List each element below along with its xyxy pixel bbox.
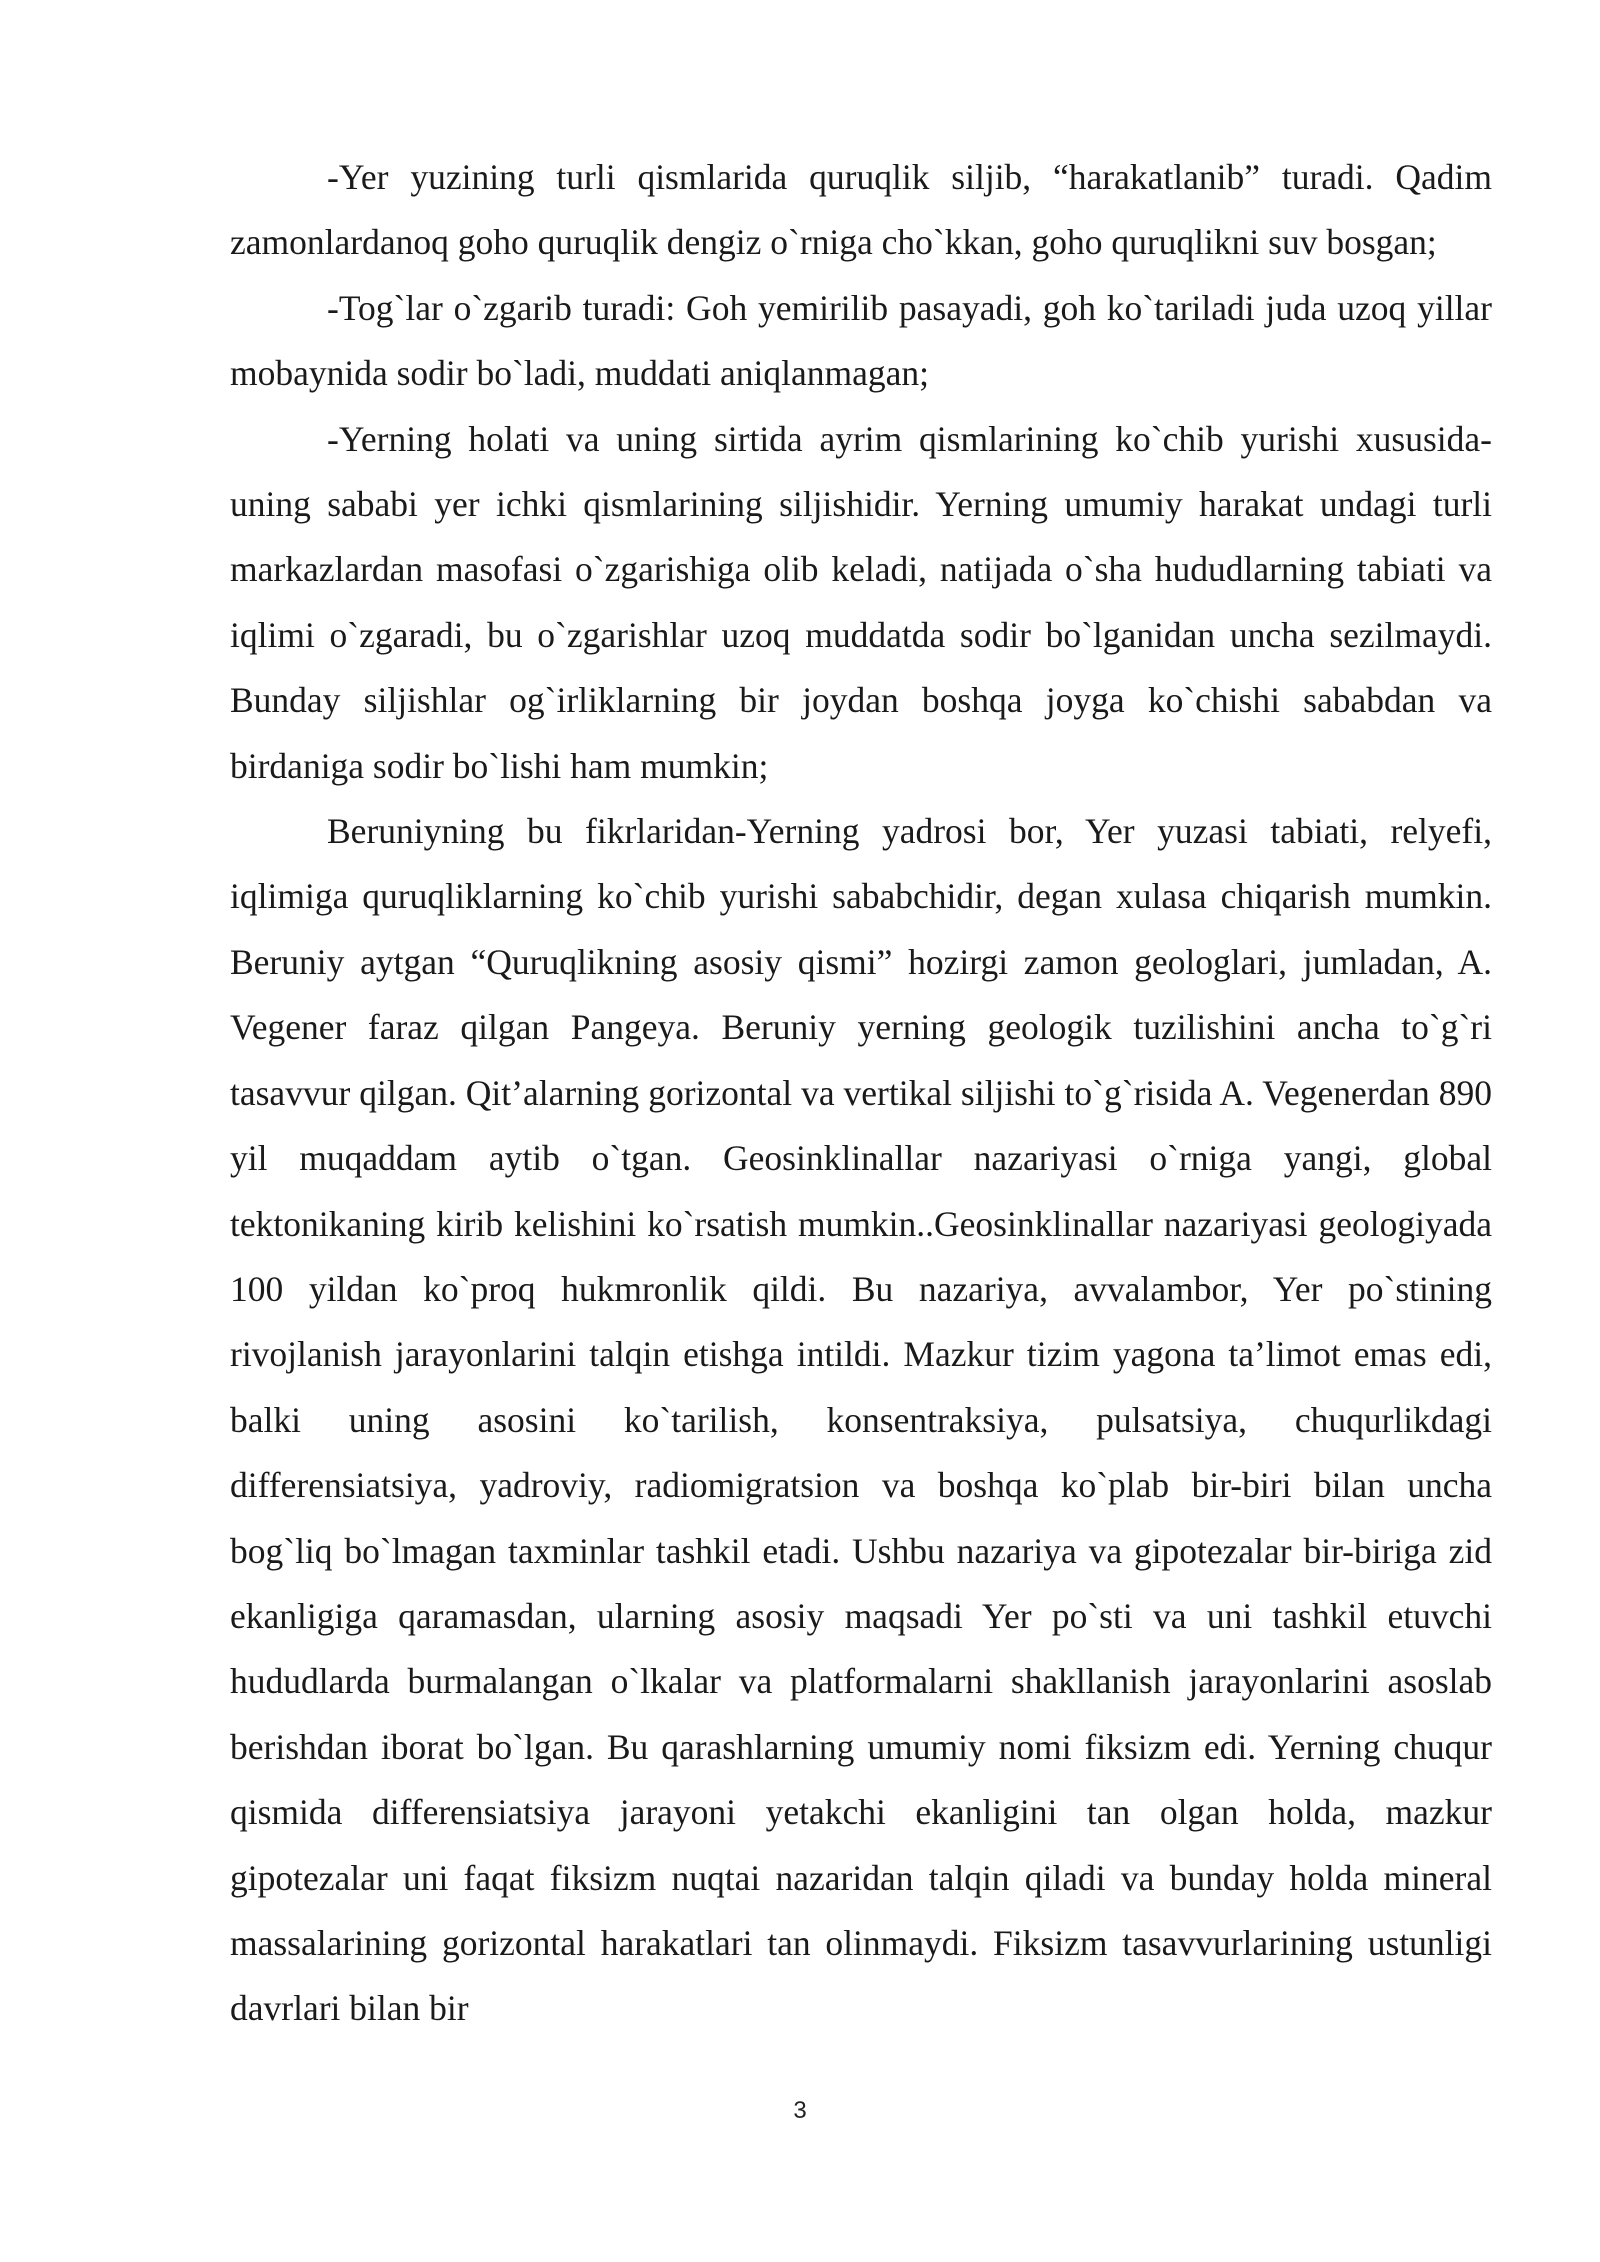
paragraph-crust-movement: -Yer yuzining turli qismlarida quruqlik siljib, “harakatlanib” turadi. Qadim zamonlardanoq goho quruqlik dengiz o`rniga cho`kkan, goho quruqlikni suv bosgan;: [230, 157, 1492, 263]
page-number: 3: [793, 2097, 807, 2124]
document-body: [230, 145, 1492, 2042]
paragraph-earth-position: -Yerning holati va uning sirtida ayrim qismlarining ko`chib yurishi xususida-uning sababi yer ichki qismlarining siljishidir. Yerning umumiy harakat undagi turli markazlardan masofasi o`zgarishiga olib keladi, natijada o`sha hududlarning tabiati va iqlimi o`zgaradi, bu o`zgarishlar uzoq muddatda sodir bo`lganidan uncha sezilmaydi. Bunday siljishlar og`irliklarning bir joydan boshqa joyga ko`chishi sababdan va birdaniga sodir bo`lishi ham mumkin;: [230, 418, 1492, 786]
paragraph-beruniy-conclusions: Beruniyning bu fikrlaridan-Yerning yadrosi bor, Yer yuzasi tabiati, relyefi, iqlimiga quruqliklarning ko`chib yurishi sababchidir, degan xulasa chiqarish mumkin. Beruniy aytgan “Quruqlikning asosiy qismi” hozirgi zamon geologlari, jumladan, A. Vegener faraz qilgan Pangeya. Beruniy yerning geologik tuzilishini ancha to`g`ri tasavvur qilgan. Qit’alarning gorizontal va vertikal siljishi to`g`risida A. Vegenerdan 890 yil muqaddam aytib o`tgan. Geosinklinallar nazariyasi o`rniga yangi, global tektonikaning kirib kelishini ko`rsatish mumkin..Geosinklinallar nazariyasi geologiyada 100 yildan ko`proq hukmronlik qildi. Bu nazariya, avvalambor, Yer po`stining rivojlanish jarayonlarini talqin etishga intildi. Mazkur tizim yagona ta’limot emas edi, balki uning asosini ko`tarilish, konsentraksiya, pulsatsiya, chuqurlikdagi differensiatsiya, yadroviy, radiomigratsion va boshqa ko`plab bir-biri bilan uncha bog`liq bo`lmagan taxminlar tashkil etadi. Ushbu nazariya va gipotezalar bir-biriga zid ekanligiga qaramasdan, ularning asosiy maqsadi Yer po`sti va uni tashkil etuvchi hududlarda burmalangan o`lkalar va platformalarni shakllanish jarayonlarini asoslab berishdan iborat bo`lgan. Bu qarashlarning umumiy nomi fiksizm edi. Yerning chuqur qismida differensiatsiya jarayoni yetakchi ekanligini tan olgan holda, mazkur gipotezalar uni faqat fiksizm nuqtai nazaridan talqin qiladi va bunday holda mineral massalarining gorizontal harakatlari tan olinmaydi. Fiksizm tasavvurlarining ustunligi davrlari bilan bir: [230, 811, 1492, 2029]
paragraph-mountains-change: -Tog`lar o`zgarib turadi: Goh yemirilib pasayadi, goh ko`tariladi juda uzoq yillar mobaynida sodir bo`ladi, muddati aniqlanmagan;: [230, 287, 1492, 394]
